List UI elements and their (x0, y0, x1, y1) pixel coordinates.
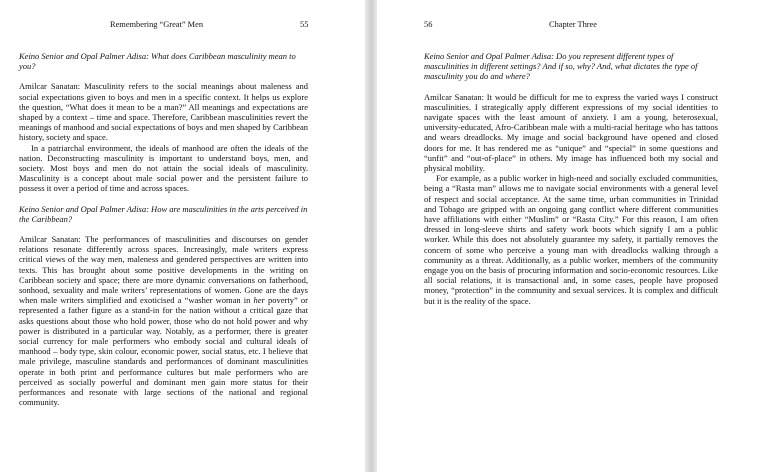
running-head-title: Chapter Three (549, 20, 597, 29)
answer-text: poverty” or represented a father figure as a stand-in for the nation without a critical gaze that asks questions about those who hold power, those who do not hold power and why power is distributed in a particular way. Notably, as a performer, there is greater social currency for male performers who embody social and cultural ideals of manhood – body type, skin colour, economic power, social status, etc. I believe that male privilege, masculine standards and performances of dominant masculinities operate in both print and performance cultures but male performers who are perceived as socially powerful and dominant men gain more status for their performances and resonate with large sections of the national and regional community. (19, 295, 308, 408)
page-number: 55 (300, 20, 309, 29)
left-page-body (19, 51, 308, 408)
right-page-body (424, 51, 718, 306)
interview-question: Keino Senior and Opal Palmer Adisa: Do you represent different types of masculinities in different settings? And if so, why? And, what dictates the type of masculinity you do and where? (424, 51, 698, 82)
running-head-title: Remembering “Great” Men (110, 20, 204, 29)
answer-text: Amilcar Sanatan: The performances of masculinities and discourses on gender relations resonate differently across spaces. Increasingly, male writers express critical views of the way men, maleness and gendered perspectives are written into texts. This has brought about some positive developments in the writing on Caribbean society and space; there are more dynamic conversations on fatherhood, sonhood, sexuality and male writers’ representations of women. Gone are the days when male writers simplified and exoticised a “washer woman in (19, 234, 308, 306)
left-page (0, 0, 365, 472)
interview-question: Keino Senior and Opal Palmer Adisa: How are masculinities in the arts perceived in the Caribbean? (19, 203, 308, 224)
interview-answer: Amilcar Sanatan: It would be difficult for me to express the varied ways I construct masculinities. I strategically apply different expressions of my social identities to navigate spaces with the least amount of anxiety. I am a young, heterosexual, university-educated, Afro-Caribbean male with a multi-racial heritage who has tattoos and wears dreadlocks. My image and social background have opened and closed doors for me. It has rendered me as “unique” and “special” in some questions and “unfit” and “out-of-place” in others. My image has influenced both my social and physical mobility. (424, 91, 718, 174)
interview-answer (19, 234, 308, 407)
answer-paragraph: For example, as a public worker in high-need and socially excluded communities, being a “Rasta man” allows me to navigate social environments with a general level of respect and social acceptance. At the same time, urban communities in Trinidad and Tobago are gripped with an ongoing gang conflict where different communities have affiliations with either “Muslim” or “Rasta City.” For this reason, I am often dressed in long-sleeve shirts and safety work boots which signify I am a public worker. While this does not absolutely guarantee my safety, it partially removes the concern of some who perceive a young man with dreadlocks walking through a community as a threat. Additionally, as a public worker, members of the community engage you on the basis of procuring information and socio-economic resources. Like all social relations, it is transactional and, in some cases, people have proposed money, “protection” in the community and sexual services. It is complex and difficult but it is the reality of the space. (424, 173, 718, 306)
answer-paragraph: In a patriarchal environment, the ideals of manhood are often the ideals of the nation. Deconstructing masculinity is important to understand boys, men, and society. Most boys and men do not attain the social ideals of masculinity. Masculinity is a concept about male social power and the persistent failure to possess it over a period of time and across spaces. (19, 142, 308, 194)
page-number: 56 (424, 20, 433, 29)
interview-question: Keino Senior and Opal Palmer Adisa: What does Caribbean masculinity mean to you? (19, 51, 296, 72)
emphasis-text: her (253, 295, 265, 306)
interview-answer: Amilcar Sanatan: Masculinity refers to the social meanings about maleness and social expectations given to boys and men in a specific context. It helps us explore the question, “What does it mean to be a man?” All meanings and expectations are shaped by a context – time and space. Therefore, Caribbean masculinities revert the meanings of manhood and social expectations of boys and men shaped by Caribbean history, society and space. (19, 81, 308, 143)
book-gutter (365, 0, 377, 472)
right-page (377, 0, 764, 472)
